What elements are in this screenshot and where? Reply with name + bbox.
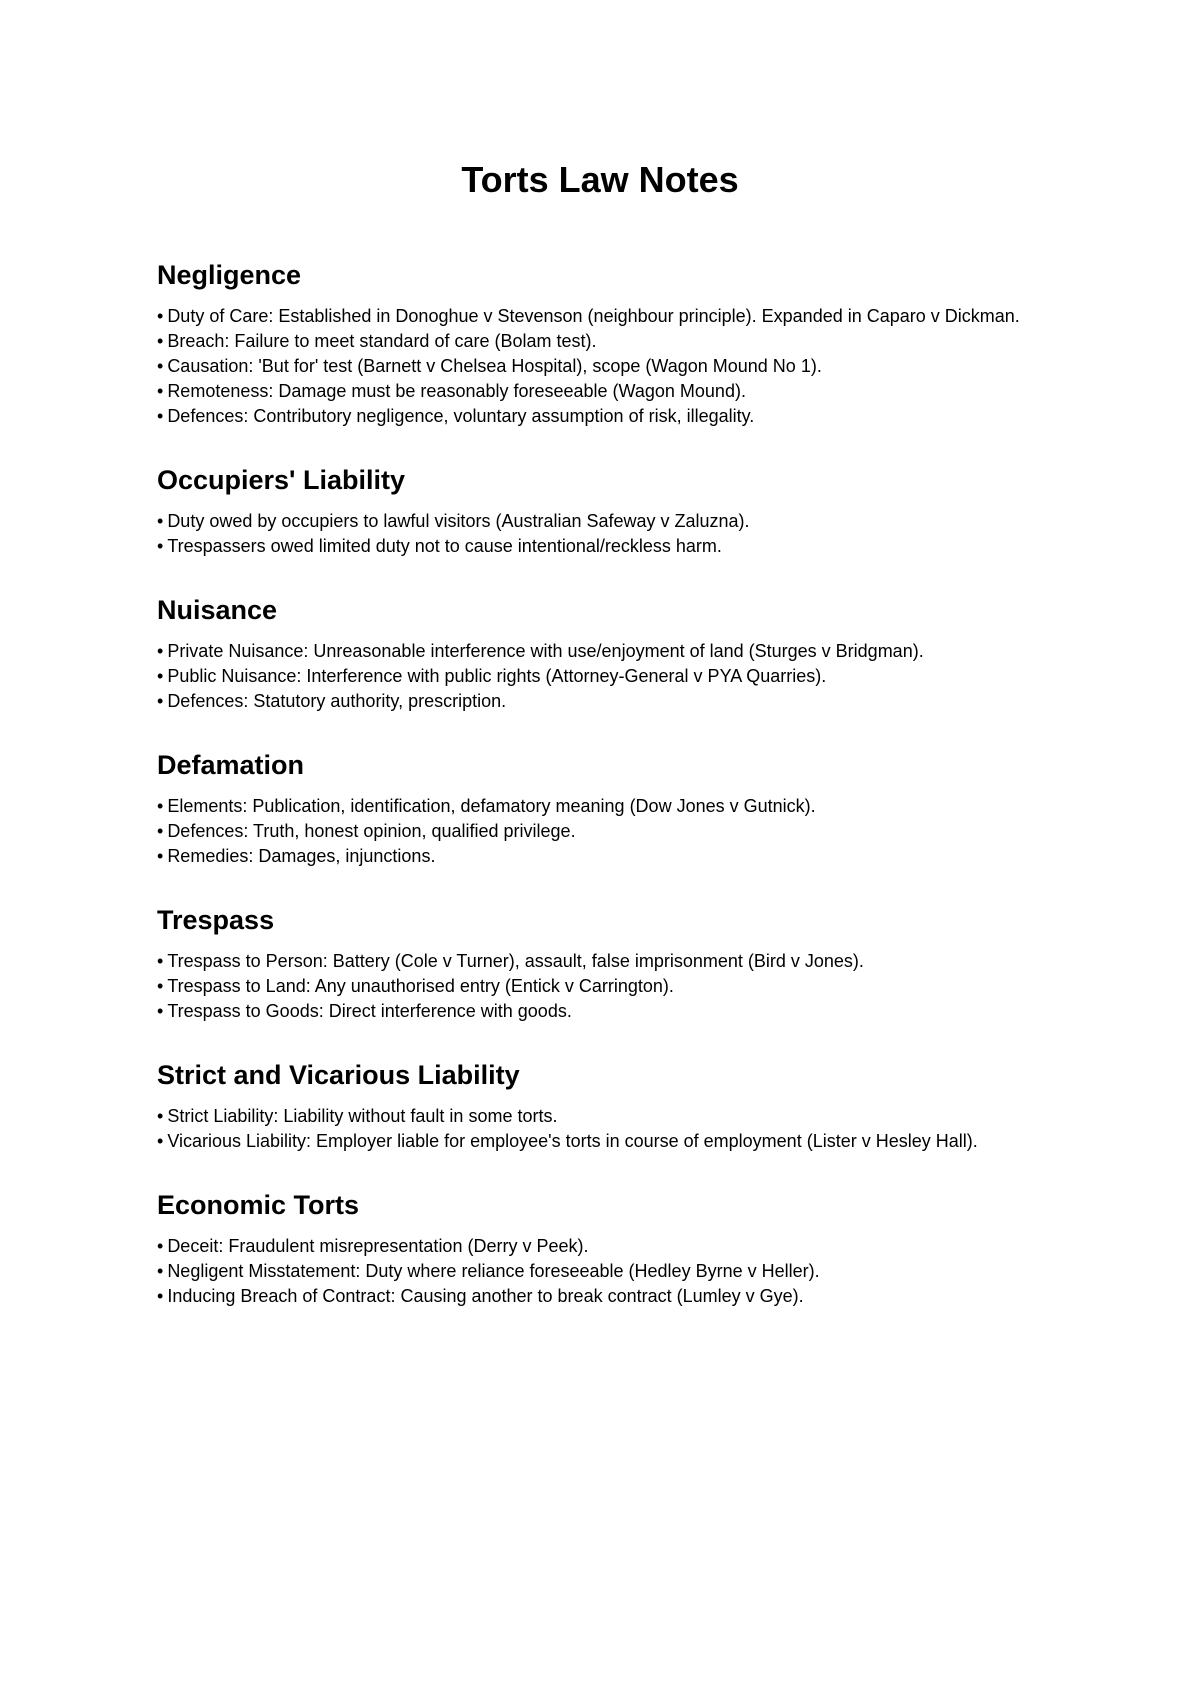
list-item — [157, 639, 1047, 664]
section-occupiers-liability — [157, 463, 1047, 559]
list-item — [157, 1259, 1047, 1284]
section-heading: Trespass — [157, 905, 275, 935]
section-trespass — [157, 903, 1047, 1024]
bullet-icon: • — [157, 1131, 164, 1151]
bullet-list — [157, 509, 1047, 559]
list-item-text: Negligent Misstatement: Duty where reliance foreseeable (Hedley Byrne v Heller). — [167, 1261, 820, 1281]
list-item-text: Elements: Publication, identification, defamatory meaning (Dow Jones v Gutnick). — [167, 796, 816, 816]
list-item-text: Duty owed by occupiers to lawful visitors (Australian Safeway v Zaluzna). — [167, 511, 750, 531]
list-item-text: Trespassers owed limited duty not to cause intentional/reckless harm. — [167, 536, 722, 556]
section-heading: Strict and Vicarious Liability — [157, 1060, 520, 1090]
list-item-text: Inducing Breach of Contract: Causing another to break contract (Lumley v Gye). — [167, 1286, 804, 1306]
document-title: Torts Law Notes — [461, 159, 739, 200]
bullet-icon: • — [157, 1106, 164, 1126]
section-heading: Occupiers' Liability — [157, 465, 405, 495]
list-item — [157, 999, 1047, 1024]
list-item-text: Trespass to Goods: Direct interference with goods. — [167, 1001, 572, 1021]
list-item — [157, 379, 1047, 404]
bullet-icon: • — [157, 951, 164, 971]
bullet-icon: • — [157, 976, 164, 996]
list-item — [157, 664, 1047, 689]
list-item-text: Public Nuisance: Interference with public rights (Attorney-General v PYA Quarries). — [167, 666, 827, 686]
bullet-icon: • — [157, 356, 164, 376]
list-item — [157, 534, 1047, 559]
document-content — [157, 258, 1047, 1343]
section-defamation — [157, 748, 1047, 869]
list-item-text: Duty of Care: Established in Donoghue v Stevenson (neighbour principle). Expanded in Caparo v Dickman. — [167, 306, 1020, 326]
list-item — [157, 794, 1047, 819]
bullet-icon: • — [157, 641, 164, 661]
list-item-text: Defences: Statutory authority, prescription. — [167, 691, 507, 711]
bullet-icon: • — [157, 306, 164, 326]
list-item — [157, 1104, 1047, 1129]
list-item — [157, 304, 1047, 329]
list-item-text: Trespass to Person: Battery (Cole v Turner), assault, false imprisonment (Bird v Jones). — [167, 951, 864, 971]
bullet-list — [157, 794, 1047, 869]
list-item — [157, 354, 1047, 379]
list-item-text: Vicarious Liability: Employer liable for employee's torts in course of employment (Lister v Hesley Hall). — [167, 1131, 978, 1151]
bullet-icon: • — [157, 511, 164, 531]
list-item-text: Trespass to Land: Any unauthorised entry (Entick v Carrington). — [167, 976, 674, 996]
section-negligence — [157, 258, 1047, 429]
list-item-text: Breach: Failure to meet standard of care (Bolam test). — [167, 331, 597, 351]
bullet-icon: • — [157, 691, 164, 711]
list-item-text: Deceit: Fraudulent misrepresentation (Derry v Peek). — [167, 1236, 589, 1256]
list-item-text: Private Nuisance: Unreasonable interference with use/enjoyment of land (Sturges v Bridgman). — [167, 641, 924, 661]
bullet-icon: • — [157, 846, 164, 866]
list-item — [157, 974, 1047, 999]
list-item — [157, 1234, 1047, 1259]
bullet-icon: • — [157, 796, 164, 816]
bullet-icon: • — [157, 1286, 164, 1306]
section-heading: Defamation — [157, 750, 305, 780]
list-item — [157, 844, 1047, 869]
list-item — [157, 404, 1047, 429]
bullet-icon: • — [157, 406, 164, 426]
list-item-text: Defences: Truth, honest opinion, qualified privilege. — [167, 821, 576, 841]
list-item-text: Causation: 'But for' test (Barnett v Chelsea Hospital), scope (Wagon Mound No 1). — [167, 356, 822, 376]
section-nuisance — [157, 593, 1047, 714]
bullet-list — [157, 1104, 1047, 1154]
section-heading: Negligence — [157, 260, 302, 290]
bullet-icon: • — [157, 821, 164, 841]
list-item — [157, 329, 1047, 354]
section-heading: Economic Torts — [157, 1190, 360, 1220]
bullet-icon: • — [157, 1236, 164, 1256]
bullet-icon: • — [157, 666, 164, 686]
bullet-list — [157, 639, 1047, 714]
list-item-text: Defences: Contributory negligence, voluntary assumption of risk, illegality. — [167, 406, 755, 426]
list-item-text: Remoteness: Damage must be reasonably foreseeable (Wagon Mound). — [167, 381, 746, 401]
list-item-text: Strict Liability: Liability without fault in some torts. — [167, 1106, 558, 1126]
bullet-list — [157, 949, 1047, 1024]
bullet-list — [157, 304, 1047, 429]
list-item — [157, 1129, 1047, 1154]
list-item — [157, 689, 1047, 714]
list-item-text: Remedies: Damages, injunctions. — [167, 846, 436, 866]
bullet-icon: • — [157, 1261, 164, 1281]
list-item — [157, 509, 1047, 534]
bullet-icon: • — [157, 381, 164, 401]
bullet-icon: • — [157, 536, 164, 556]
bullet-list — [157, 1234, 1047, 1309]
bullet-icon: • — [157, 1001, 164, 1021]
list-item — [157, 949, 1047, 974]
section-strict-vicarious-liability — [157, 1058, 1047, 1154]
section-economic-torts — [157, 1188, 1047, 1309]
list-item — [157, 819, 1047, 844]
section-heading: Nuisance — [157, 595, 278, 625]
list-item — [157, 1284, 1047, 1309]
bullet-icon: • — [157, 331, 164, 351]
